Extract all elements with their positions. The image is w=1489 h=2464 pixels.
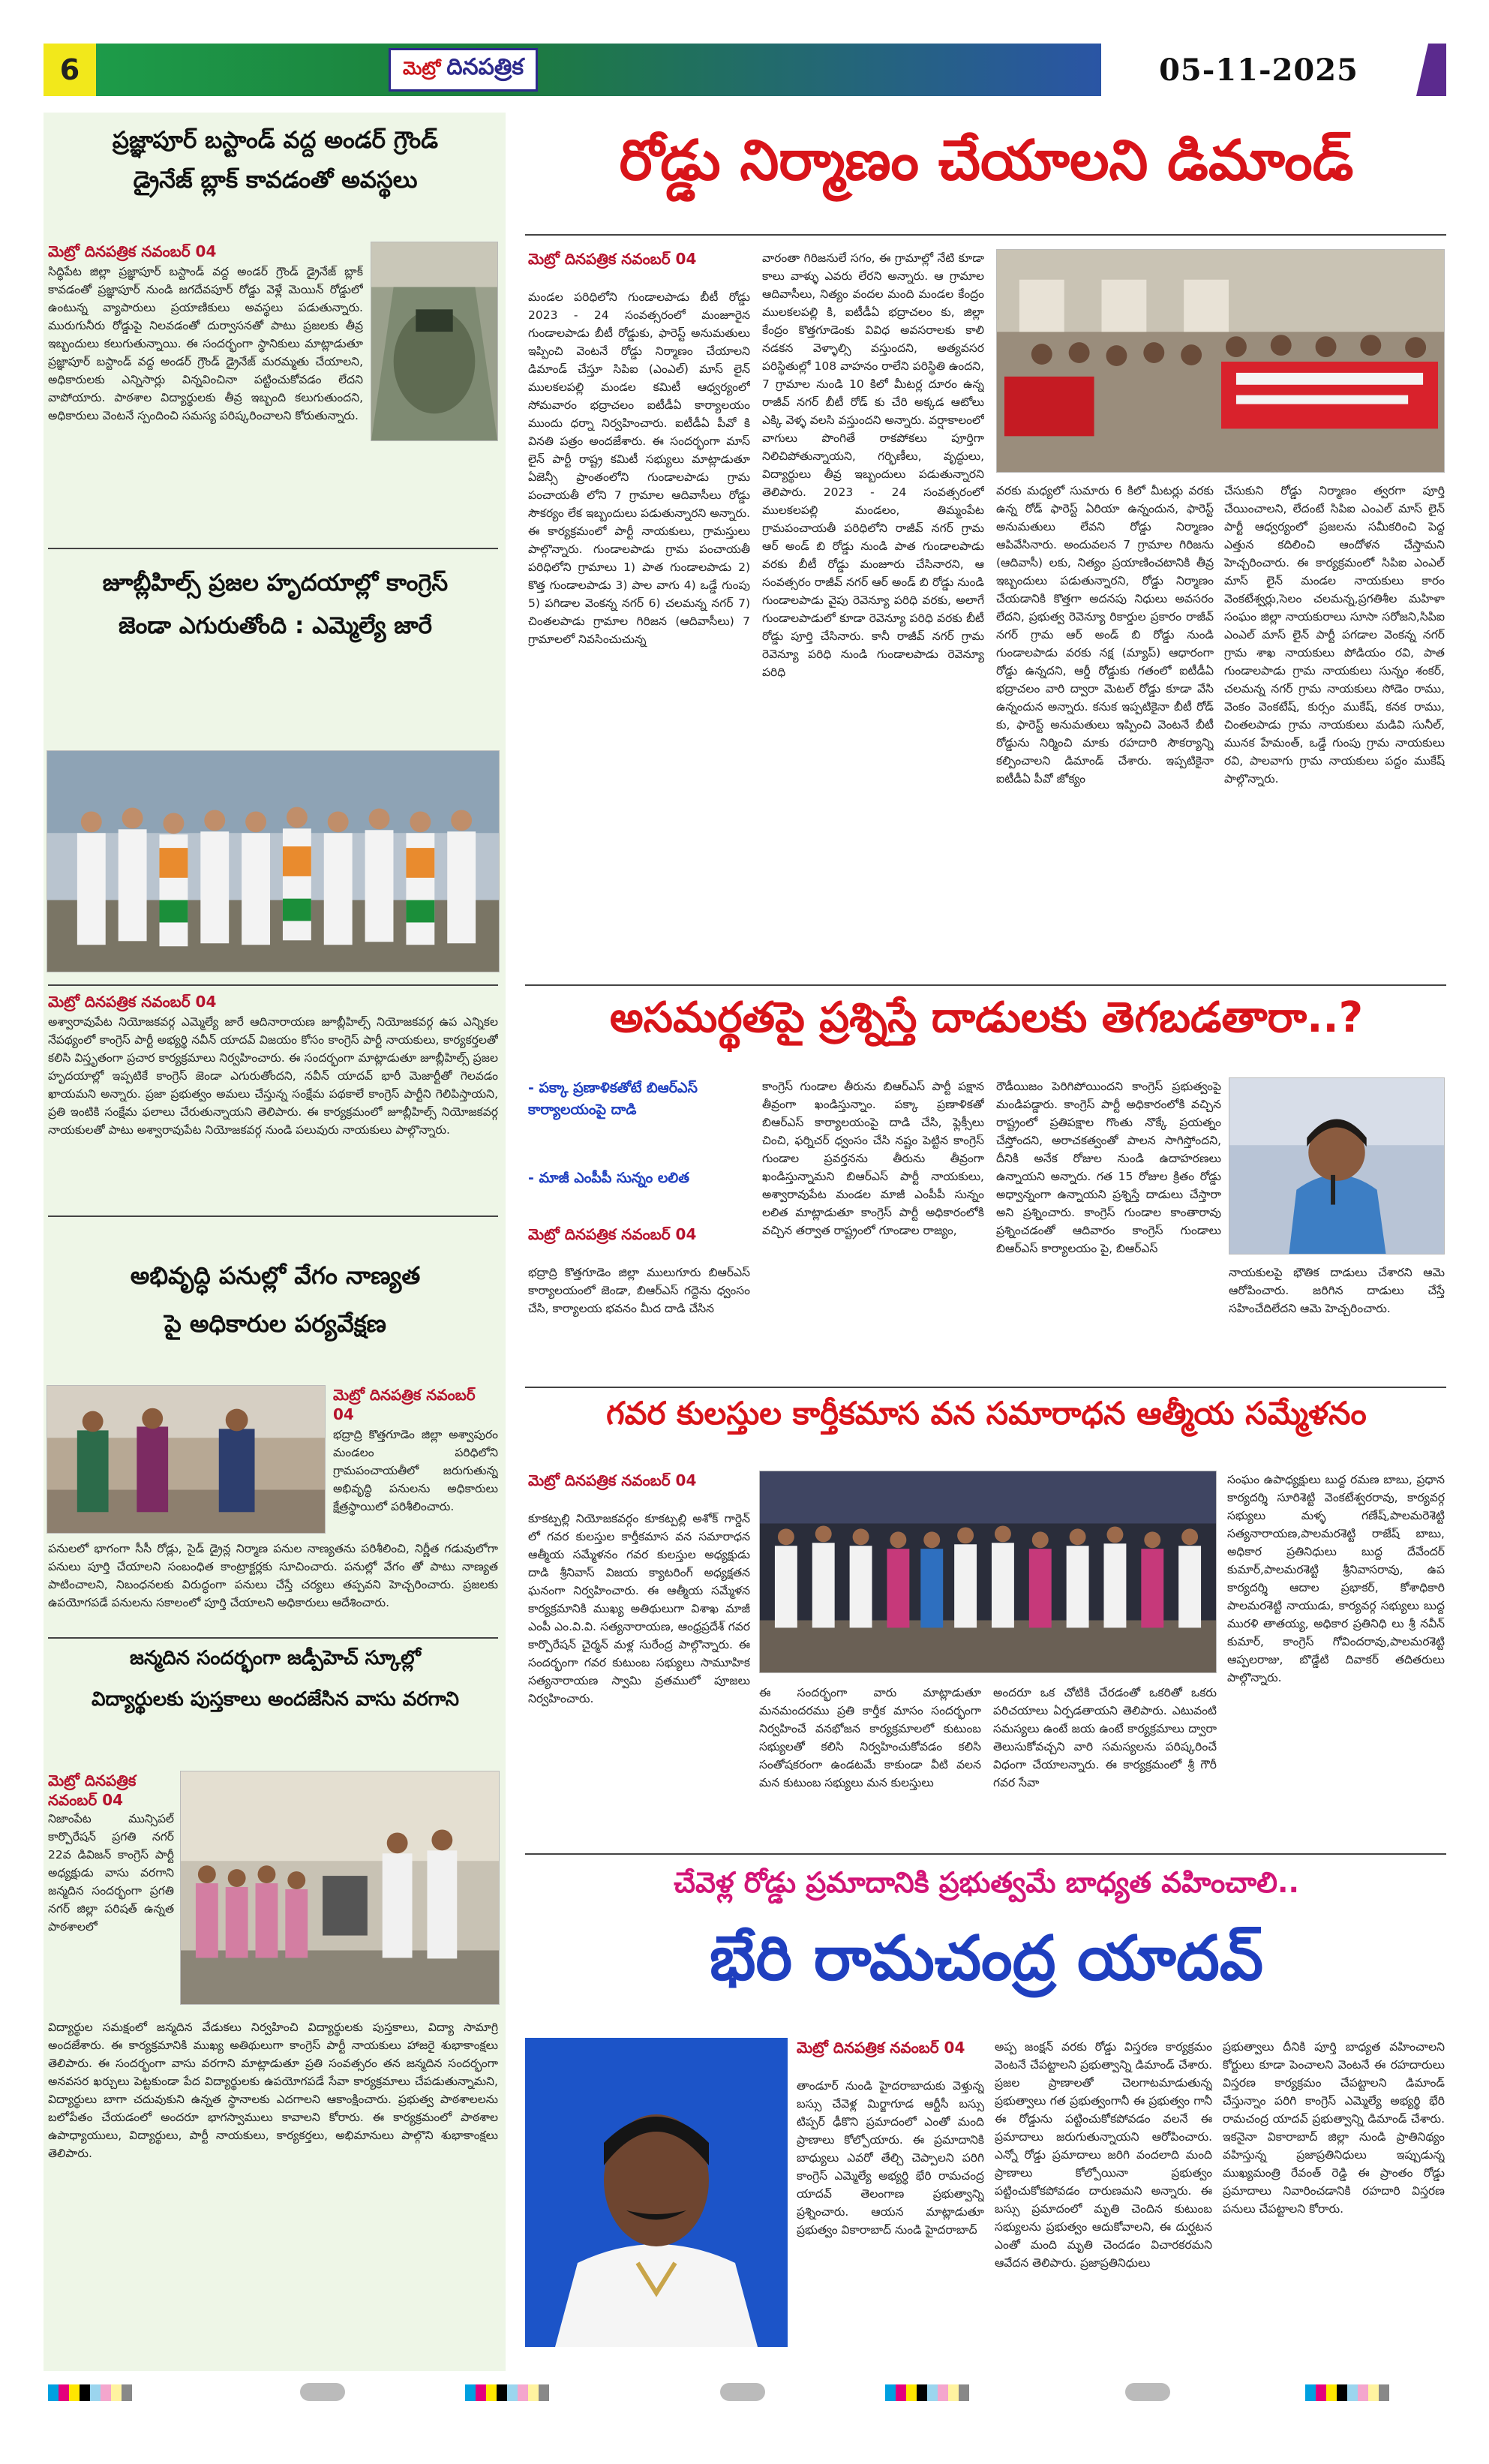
divider [48, 1215, 498, 1217]
divider [525, 1853, 1446, 1855]
road-col-2: వారంతా గిరిజనులే సగం, ఈ గ్రామాల్లో నేటి కూడా కాలు వాళ్ళు ఎవరు లేరని అన్నారు. ఆ గ్రామాల ఆదివాసీలు, నిత్యం వందల మంది మండల కేంద్రం ములకలపల్లి కి, ఐటీడీఏ భద్రాచలం కు, జిల్లా కేంద్రం కొత్తగూడెంకు వివిధ అవసరాలకు కాలి నడకన వెళ్ళాల్సి వస్తుందని, అత్యవసర పరిస్థితుల్లో 108 వాహనం రాలేని పరిస్థితి ఉందని, 7 గ్రామాల నుండి 10 కిలో మీటర్ల దూరం ఉన్న రాజీవ్ నగర్ బీటీ రోడ్ కు చేరి అక్కడ ఆటోలు ఎక్కి వెళ్ళ వలసి వస్తుందని అన్నారు. వర్షాకాలంలో వాగులు పొంగితే రాకపోకలు పూర్తిగా నిలిచిపోతున్నాయని, గర్భిణీలు, వృద్ధులు, విద్యార్థులు తీవ్ర ఇబ్బందులు పడుతున్నారని తెలిపారు. 2023 - 24 సంవత్సరంలో ములకలపల్లి మండలం, తిమ్మంపేట గ్రామపంచాయతీ పరిధిలోని రాజీవ్ నగర్ గ్రామ ఆర్ అండ్ బి రోడ్డు నుండి పాత గుండాలపాడు వరకు బీటీ రోడ్డు మంజూరు చేసినారని, ఆ సంవత్సరం రాజీవ్ నగర్ ఆర్ అండ్ బి రోడ్డు నుండి గుండాలపాడు వైపు రెవెన్యూ పరిధి వరకు, అలాగే గుండాలపాడులో కూడా రెవెన్యూ పరిధి వరకు బీటీ రోడ్డు పూర్తి చేసినారు. కానీ రాజీవ్ నగర్ గ్రామ రెవెన్యూ పరిధి నుండి గుండాలపాడు రెవెన్యూ పరిధి [762, 251, 984, 680]
headline-line-2: విద్యార్థులకు పుస్తకాలు అందజేసిన వాసు వరగాని [91, 1687, 460, 1711]
byline: మెట్రో దినపత్రిక నవంబర్ 04 [48, 1771, 137, 1809]
headline-line-2: జెండా ఎగురుతోంది : ఎమ్మెల్యే జారే [118, 611, 433, 639]
divider [525, 1387, 1446, 1388]
gavara-col-2: ఈ సందర్భంగా వారు మాట్లాడుతూ మనమందరము ప్రతి కార్తీక మాసం సందర్భంగా నిర్వహించే వనభోజన కార్యక్రమాలలో కుటుంబ సభ్యులతో కలిసి నిర్వహించుకోవడం కలిసి సంతోషకరంగా ఉండటమే కాకుండా వీటి వలన మన కుటుంబ సభ్యులు మన కులస్తులు [759, 1686, 981, 1790]
divider [48, 984, 498, 986]
byline: మెట్రో దినపత్రిక నవంబర్ 04 [528, 1225, 697, 1243]
registration-pill [720, 2383, 765, 2401]
campaign-photo [47, 750, 500, 972]
article-body: నిజాంపేట మున్సిపల్ కార్పొరేషన్ ప్రగతి నగర్ 22వ డివిజన్ కాంగ్రెస్ పార్టీ అధ్యక్షుడు వాసు వరగాని జన్మదిన సందర్భంగా ప్రగతి నగర్ జిల్లా పరిషత్ ఉన్నత పాఠశాలలో [48, 1812, 174, 1934]
article-body: భద్రాద్రి కొత్తగూడెం జిల్లా అశ్వాపురం మండలం పరిధిలోని గ్రామపంచాయతీలో జరుగుతున్న అభివృద్ధి పనులను అధికారులు క్షేత్రస్థాయిలో పరిశీలించారు. [333, 1428, 498, 1514]
byline: మెట్రో దినపత్రిక నవంబర్ 04 [48, 242, 217, 260]
gathering-photo [759, 1471, 1217, 1673]
color-registration-bar [465, 2384, 549, 2401]
byline: మెట్రో దినపత్రిక నవంబర్ 04 [528, 250, 697, 268]
headline-line-1: అభివృద్ధి పనుల్లో వేగం నాణ్యత [130, 1261, 421, 1290]
speaker-photo [1229, 1077, 1445, 1255]
criticism-col-1: భద్రాద్రి కొత్తగూడెం జిల్లా ములుగూరు బిఆర్ఎస్ కార్యాలయంలో జెండా, బిఆర్ఎస్ గద్దెను ధ్వంసం చేసి, కార్యాలయ భవనం మీద దాడి చేసిన [528, 1266, 750, 1316]
article-body: సిద్ధిపేట జిల్లా ప్రజ్ఞాపూర్ బస్టాండ్ వద్ద అండర్ గ్రౌండ్ డ్రైనేజ్ బ్లాక్ కావడంతో ప్రజ్ఞాపూర్ నుండి జగదేవపూర్ రోడ్డు వెళ్లే మెయిన్ రోడ్డులో ఉంటున్న వ్యాపారులు ప్రయాణికులు అవస్థలు పడుతున్నారు. మురుగునీరు రోడ్డుపై నిలవడంతో దుర్వాసనతో పాటు ప్రజలకు తీవ్ర ఇబ్బందులు కలుగుతున్నాయి. ఈ సందర్భంగా స్థానికులు మాట్లాడుతూ ప్రజ్ఞాపూర్ బస్టాండ్ వద్ద అండర్ గ్రౌండ్ డ్రైనేజ్ మరమ్మతు చేయాలని, అధికారులకు ఎన్నిసార్లు విన్నవించినా పట్టించుకోవడం లేదని వాపోయారు. పాఠశాల విద్యార్థులకు తీవ్ర ఇబ్బంది కలుగుతుందని, అధికారులు వెంటనే స్పందించి సమస్య పరిష్కరించాలని కోరుతున్నారు. [48, 265, 363, 423]
story-jubilee [53, 569, 498, 641]
article-body-cont [48, 465, 498, 533]
protest-photo [996, 249, 1445, 473]
criticism-col-2: కాంగ్రెస్ గుండాల తీరును బిఆర్ఎస్ పార్టీ పక్షాన తీవ్రంగా ఖండిస్తున్నాం. పక్కా ప్రణాళికతో బిఆర్ఎస్ కార్యాలయంపై దాడి చేసి, ఫ్లెక్సీలు చించి, ఫర్నిచర్ ధ్వంసం చేసి నష్టం పెట్టిన కాంగ్రెస్ గుండాల ప్రవర్తనను తీరును తీవ్రంగా ఖండిస్తున్నామని బిఆర్ఎస్ పార్టీ నాయకులు, అశ్వారావుపేట మండల మాజీ ఎంపీపీ సున్నం లలిత మాట్లాడుతూ కాంగ్రెస్ పార్టీ అధికారంలోకి వచ్చిన తర్వాత రాష్ట్రంలో గూండాల రాజ్యం, [762, 1080, 984, 1238]
gavara-col-3: అందరూ ఒక చోటికి చేరడంతో ఒకరితో ఒకరు పరిచయాలు ఏర్పడతాయని తెలిపారు. ఎటువంటి సమస్యలు ఉంటే జయ ఉంటే కార్యక్రమాలు ద్వారా తెలుసుకోవచ్చని వారి సమస్యలను పరిష్కరించే విధంగా చేయాలన్నారు. ఈ కార్యక్రమంలో శ్రీ గౌరీ గవర సేవా [993, 1686, 1217, 1790]
road-col-4: చేసుకుని రోడ్డు నిర్మాణం త్వరగా పూర్తి చేయించాలని, లేదంటే సిపిఐ ఎంఎల్ మాస్ లైన్ పార్టీ ఆధ్వర్యంలో ప్రజలను సమీకరించి పెద్ద ఎత్తున కదిలించి ఆందోళన చేస్తామని హెచ్చరించారు. ఈ కార్యక్రమంలో సిపిఐ ఎంఎల్ మాస్ లైన్ మండల నాయకులు కారం వెంకటేశ్వర్లు,సెలం చలమన్న,ప్రగతిశీల మహిళా సంఘం జిల్లా నాయకురాలు సూసా సరోజని,సిపిఐ ఎంఎల్ మాస్ లైన్ పార్టీ పగడాల వెంకన్న నగర్ గ్రామ శాఖ నాయకులు పోడియం రవి, పాత గుండాలపాడు గ్రామ నాయకులు సున్నం శంకర్, చలమన్న నగర్ గ్రామ నాయకులు సోడెం రాము, వెంకం వెంకటేష్, కుర్సం ముకేష్, కనక రాము, చింతలపాడు గ్రామ నాయకులు మడివి సునీల్, మునక హేమంత్, ఒడ్డే గుంపు గ్రామ నాయకులు రవి, పాలవాగు గ్రామ నాయకులు పద్దం ముకేష్ పాల్గొన్నారు. [1224, 484, 1445, 786]
divider [48, 548, 498, 549]
story-pragnapur [53, 126, 498, 195]
decorative-flag [1416, 44, 1446, 96]
color-registration-bar [1305, 2384, 1389, 2401]
headline-chevella: భేరి రామచంద్ర యాదవ్ [709, 1923, 1264, 1994]
story-books [53, 1646, 498, 1711]
headline-criticism: అసమర్థతపై ప్రశ్నిస్తే దాడులకు తెగబడతారా..? [609, 993, 1364, 1042]
headline-line-2: పై అధికారుల పర్యవేక్షణ [164, 1309, 386, 1338]
logo-small: మెట్రో [403, 56, 441, 79]
brand-bar [96, 44, 1101, 96]
road-col-3: వరకు మధ్యలో సుమారు 6 కిలో మీటర్లు వరకు ఉన్న రోడ్ ఫారెస్ట్ ఏరియా ఉన్నందున, ఫారెస్ట్ అనుమతులు లేవని రోడ్డు నిర్మాణం ఆపివేసినారు. అందువలన 7 గ్రామాల గిరిజను (ఆదివాసీ) లకు, నిత్యం ప్రయాణించటానికి తీవ్ర ఇబ్బందులు పడుతున్నారని, రోడ్డు నిర్మాణం చేయడానికి కొత్తగా అదనపు నిధులు అవసరం లేదని, ప్రభుత్వ రెవెన్యూ రికార్డుల ప్రకారం రాజీవ్ నగర్ గ్రామ ఆర్ అండ్ బి రోడ్డు నుండి గుండాలపాడు వరకు నక్ష (మ్యాప్) ఆధారంగా రోడ్డు ఉన్నదని, ఆర్డీ రోడ్డుకు గతంలో ఐటీడీఏ భద్రాచలం వారి ద్వారా మెటల్ రోడ్డు కూడా వేసి ఉన్నందున అన్నారు. కనుక ఇప్పటికైనా బీటీ రోడ్ కు, ఫారెస్ట్ అనుమతులు ఇప్పించి వెంటనే బీటీ రోడ్డును నిర్మించి మాకు రహదారి సౌకర్యాన్ని కల్పించాలని డిమాండ్ చేశారు. ఇప్పటికైనా ఐటీడీఏ పీవో జోక్యం [996, 484, 1214, 786]
issue-date: 05-11-2025 [1101, 44, 1416, 96]
chevella-col-2: అప్ప జంక్షన్ వరకు రోడ్డు విస్తరణ కార్యక్రమం వెంటనే చేపట్టాలని ప్రభుత్వాన్ని డిమాండ్ చేశారు. ప్రజల ప్రాణాలతో చెలగాటమాడుతున్న ప్రభుత్వాలు గత ప్రభుత్వంగానీ ఈ ప్రభుత్వం గానీ ఈ రోడ్డును పట్టించుకోకపోవడం వలనే ఈ ప్రమాదాలు జరుగుతున్నాయని ఆరోపించారు. ఎన్నో రోడ్డు ప్రమాదాలు జరిగి వందలాది మంది ప్రాణాలు కోల్పోయినా ప్రభుత్వం పట్టించుకోకపోవడం దారుణమని అన్నారు. ఈ బస్సు ప్రమాదంలో మృతి చెందిన కుటుంబ సభ్యులను ప్రభుత్వం ఆదుకోవాలని, ఈ దుర్ఘటన ఎంతో మంది మృతి చెందడం విచారకరమని ఆవేదన తెలిపారు. ప్రజాప్రతినిధులు [995, 2040, 1212, 2270]
registration-pill [1125, 2383, 1170, 2401]
divider [525, 234, 1446, 236]
gavara-col-4: సంఘం ఉపాధ్యక్షులు బుద్ద రమణ బాబు, ప్రధాన కార్యదర్శి సూరిశెట్టి వెంకటేశ్వరరావు, కార్యవర్గ సభ్యులు మళ్ళ గణేష్,పాలమరెశెట్టి సత్యనారాయణ,పాలమరశెట్టి రాజేష్ బాబు, అధికార ప్రతినిధులు బుద్ద దేవేందర్ కుమార్,పాలమరశెట్టి శ్రీనివాసరావు, ఉప కార్యదర్శి ఆదాల ప్రభాకర్, కోశాధికారి పాలమరశెట్టి నాయుడు, కార్యవర్గ సభ్యులు బుద్ద మురళి తాతయ్య, అధికార ప్రతినిధి లు శ్రీ నవీన్ కుమార్, కాంగ్రెస్ గోవిందరావు,పాలమరశెట్టి ఆప్పలరాజు, బొడ్డేటి దివాకర్ తదితరులు పాల్గొన్నారు. [1227, 1473, 1445, 1685]
gavara-col-1: కూకట్పల్లి నియోజకవర్గం కూకట్పల్లి అశోక్ గార్డెన్ లో గవర కులస్తుల కార్తీకమాస వన సమారాధన ఆత్మీయ సమ్మేళనం గవర కులస్తుల అధ్యక్షుడు దాడి శ్రీనివాస్ విజయ క్యాటరింగ్ అధ్యక్షతన ఘనంగా నిర్వహించారు. ఈ ఆత్మీయ సమ్మేళన కార్యక్రమానికి ముఖ్య అతిథులుగా విశాఖ మాజీ ఎంపీ ఎం.వి.వి. సత్యనారాయణ, ఆంధ్రప్రదేశ్ గవర కార్పొరేషన్ చైర్మన్ మళ్ల సురేంద్ర పాల్గొన్నారు. ఈ సందర్భంగా గవర కుటుంబ సభ్యులు సామూహిక సత్యనారాయణ స్వామి వ్రతములో పూజలు నిర్వహించారు. [528, 1512, 750, 1706]
headline-line-2: డ్రైనేజ్ బ్లాక్ కావడంతో అవస్థలు [133, 166, 418, 194]
subheadline-bullet: - పక్కా ప్రణాళికతోటే బిఆర్ఎస్ కార్యాలయంపై దాడి [528, 1080, 698, 1119]
article-body-cont: పనులలో భాగంగా సీసీ రోడ్లు, సైడ్ డ్రైన్ల నిర్మాణ పనుల నాణ్యతను పరిశీలించి, నిర్ణీత గడువులోగా పనులు పూర్తి చేయాలని సంబంధిత కాంట్రాక్టర్లకు సూచించారు. పనుల్లో వేగం తో పాటు నాణ్యత పాటించాలని, నిబంధనలకు విరుద్ధంగా పనులు చేస్తే చర్యలు తప్పవని హెచ్చరించారు. ప్రజలకు ఉపయోగపడే పనులను సకాలంలో పూర్తి చేయాలని అధికారులు ఆదేశించారు. [48, 1542, 498, 1610]
color-registration-bar [885, 2384, 969, 2401]
divider [48, 1637, 498, 1639]
headline-gavara: గవర కులస్తుల కార్తీకమాస వన సమారాధన ఆత్మీయ సమ్మేళనం [606, 1395, 1367, 1432]
newspaper-logo [389, 48, 538, 92]
masthead [44, 44, 1446, 96]
story-development [53, 1261, 498, 1339]
politician-photo [525, 2038, 788, 2347]
logo-main: దినపత్రిక [446, 54, 524, 80]
headline-line-1: జూబ్లీహిల్స్ ప్రజల హృదయాల్లో కాంగ్రెస్ [102, 569, 449, 596]
drain-photo [371, 242, 498, 441]
criticism-col-4: నాయకులపై భౌతిక దాడులు చేశారని ఆమె ఆరోపించారు. జరిగిన దాడులు చేస్తే సహించేదిలేదని ఆమె హెచ్చరించారు. [1229, 1266, 1445, 1316]
byline: మెట్రో దినపత్రిక నవంబర్ 04 [528, 1471, 697, 1489]
inspection-photo [47, 1385, 326, 1534]
students-photo [180, 1771, 500, 2005]
chevella-col-3: ప్రభుత్వాలు దీనికి పూర్తి బాధ్యత వహించాలని కోర్టులు కూడా పెంచాలని వెంటనే ఈ రహదారులు విస్తరణ కార్యక్రమం చేపట్టాలని డిమాండ్ చేస్తున్నాం పరిగి కాంగ్రెస్ ఎమ్మెల్యే అభ్యర్థి భేరి రామచంద్ర యాదవ్ ప్రభుత్వాన్ని డిమాండ్ చేశారు. ఇకనైనా వికారాబాద్ జిల్లా నుండి ప్రాతినిథ్యం వహిస్తున్న ప్రజాప్రతినిధులు ఇప్పుడున్న ముఖ్యమంత్రి రేవంత్ రెడ్డి ఈ ప్రాంతం రోడ్డు ప్రమాదాలు నివారించడానికి రహదారి విస్తరణ పనులు చేపట్టాలని కోరారు. [1223, 2040, 1445, 2216]
chevella-col-1: తాండూర్ నుండి హైదరాబాదుకు వెళ్తున్న బస్సు చేవెళ్ల మిర్జాగూడ ఆర్టీసీ బస్సు టిప్పర్ ఢీకొని ప్రమాదంలో ఎంతో మంది ప్రాణాలు కోల్పోయారు. ఈ ప్రమాదానికి బాధ్యులు ఎవరో తేల్చి చెప్పాలని పరిగి కాంగ్రెస్ ఎమ్మెల్యే అభ్యర్థి భేరి రామచంద్ర యాదవ్ తెలంగాణ ప్రభుత్వాన్ని ప్రశ్నించారు. ఆయన మాట్లాడుతూ ప్రభుత్వం వికారాబాద్ నుండి హైదరాబాద్ [797, 2079, 984, 2237]
page-number: 6 [44, 44, 96, 96]
headline-line-1: జన్మదిన సందర్భంగా జడ్పీహెచ్ స్కూల్లో [130, 1647, 421, 1669]
registration-pill [300, 2383, 345, 2401]
subheadline-bullet: - మాజీ ఎంపీపీ సున్నం లలిత [528, 1170, 690, 1186]
kicker-chevella: చేవెళ్ల రోడ్డు ప్రమాదానికి ప్రభుత్వమే బాధ్యత వహించాలి.. [674, 1866, 1299, 1899]
headline-road: రోడ్డు నిర్మాణం చేయాలని డిమాండ్ [619, 128, 1354, 193]
article-body-cont: విద్యార్థుల సమక్షంలో జన్మదిన వేడుకలు నిర్వహించి విద్యార్థులకు పుస్తకాలు, విద్యా సామాగ్రి అందజేశారు. ఈ కార్యక్రమానికి ముఖ్య అతిథులుగా కాంగ్రెస్ పార్టీ నాయకులు హాజరై శుభాకాంక్షలు తెలిపారు. ఈ సందర్భంగా వాసు వరగాని మాట్లాడుతూ ప్రతి సంవత్సరం తన జన్మదిన సందర్భంగా అనవసర ఖర్చులు పెట్టకుండా పేద విద్యార్థులకు ఉపయోగపడే సేవా కార్యక్రమాలు చేపడుతున్నామని, విద్యార్థులు బాగా చదువుకుని ఉన్నత స్థానాలకు ఎదగాలని ఆకాంక్షించారు. ప్రభుత్వ పాఠశాలలను బలోపేతం చేయడంలో అందరూ భాగస్వాములు కావాలని కోరారు. ఈ కార్యక్రమంలో పాఠశాల ఉపాధ్యాయులు, విద్యార్థులు, పార్టీ నాయకులు, కార్యకర్తలు, అభిమానులు పాల్గొని శుభాకాంక్షలు తెలిపారు. [48, 2021, 498, 2161]
byline: మెట్రో దినపత్రిక నవంబర్ 04 [48, 993, 217, 1011]
criticism-col-3: రౌడీయిజం పెరిగిపోయిందని కాంగ్రెస్ ప్రభుత్వంపై మండిపడ్డారు. కాంగ్రెస్ పార్టీ అధికారంలోకి వచ్చిన రాష్ట్రంలో ప్రతిపక్షాల గొంతు నొక్కే ప్రయత్నం చేస్తోందని, అరాచకత్వంతో పాలన సాగిస్తోందని, దీనికి అనేక రోజుల నుండి ఉదాహరణలు ఉన్నాయని అన్నారు. గత 15 రోజుల క్రితం రోడ్డు అధ్వాన్నంగా ఉన్నాయని ప్రశ్నిస్తే దాడులు చేస్తారా అని ప్రశ్నించారు. కాంగ్రెస్ గుండాల కాంతారావు ప్రశ్నించడంతో ఆదివారం కాంగ్రెస్ గుండాలు బిఆర్ఎస్ కార్యాలయం పై, బిఆర్ఎస్ [996, 1080, 1221, 1256]
divider [525, 984, 1446, 986]
byline: మెట్రో దినపత్రిక నవంబర్ 04 [333, 1386, 476, 1423]
road-col-1: మండల పరిధిలోని గుండాలపాడు బీటీ రోడ్డు 2023 - 24 సంవత్సరంలో మంజూరైన గుండాలపాడు బీటీ రోడ్డుకు, ఫారెస్ట్ అనుమతులు ఇప్పించి వెంటనే రోడ్డు నిర్మాణం చేయాలని డిమాండ్ చేస్తూ సిపిఐ (ఎంఎల్) మాస్ లైన్ ములకలపల్లి మండల కమిటీ ఆధ్వర్యంలో సోమవారం భద్రాచలం ఐటీడీఏ కార్యాలయం ముందు ధర్నా నిర్వహించారు. ఐటీడీఏ పీవో కి వినతి పత్రం అందజేశారు. ఈ సందర్భంగా మాస్ లైన్ పార్టీ రాష్ట్ర కమిటీ సభ్యులు మాట్లాడుతూ ఏజెన్సీ ప్రాంతంలోని గుండాలపాడు గ్రామ పంచాయతీ లోని 7 గ్రామాల ఆదివాసీలు రోడ్డు సౌకర్యం లేక ఇబ్బందులు పడుతున్నారని అన్నారు. ఈ కార్యక్రమంలో పార్టీ నాయకులు, గ్రామస్తులు పాల్గొన్నారు. గుండాలపాడు గ్రామ పంచాయతీ పరిధిలోని గ్రామాలు 1) పాత గుండాలపాడు 2) కొత్త గుండాలపాడు 3) పాల వాగు 4) ఒడ్డే గుంపు 5) పగిడాల వెంకన్న నగర్ 6) చలమన్న నగర్ 7) చింతలపాడు గ్రామాల గిరిజన (ఆదివాసీలు) 7 గ్రామాలలో నివసించుచున్న [528, 290, 750, 647]
byline: మెట్రో దినపత్రిక నవంబర్ 04 [797, 2039, 965, 2057]
color-registration-bar [48, 2384, 132, 2401]
headline-line-1: ప్రజ్ఞాపూర్ బస్టాండ్ వద్ద అండర్ గ్రౌండ్ [112, 127, 439, 154]
article-body: అశ్వారావుపేట నియోజకవర్గ ఎమ్మెల్యే జారే ఆదినారాయణ జూబ్లీహిల్స్ నియోజకవర్గ ఉప ఎన్నికల నేపథ్యంలో కాంగ్రెస్ పార్టీ అభ్యర్థి నవీన్ యాదవ్ విజయం కోసం కాంగ్రెస్ పార్టీ నాయకులు, కార్యకర్తలతో కలిసి విస్తృతంగా ప్రచార కార్యక్రమాలు నిర్వహించారు. ఈ సందర్భంగా మాట్లాడుతూ జూబ్లీహిల్స్ ప్రజల హృదయాల్లో ఇప్పటికే కాంగ్రెస్ జెండా ఎగురుతోందని, నవీన్ యాదవ్ భారీ మెజార్టీతో గెలవడం ఖాయమని అన్నారు. ప్రజా ప్రభుత్వం అమలు చేస్తున్న సంక్షేమ పథకాలే కాంగ్రెస్ పార్టీని గెలిపిస్తాయని, ప్రతి ఇంటికి సంక్షేమ ఫలాలు చేరుతున్నాయని తెలిపారు. ఈ కార్యక్రమంలో జూబ్లీహిల్స్ నియోజకవర్గ నాయకులతో పాటు అశ్వారావుపేట నియోజకవర్గ నుండి పలువురు నాయకులు పాల్గొన్నారు. [48, 1015, 498, 1137]
